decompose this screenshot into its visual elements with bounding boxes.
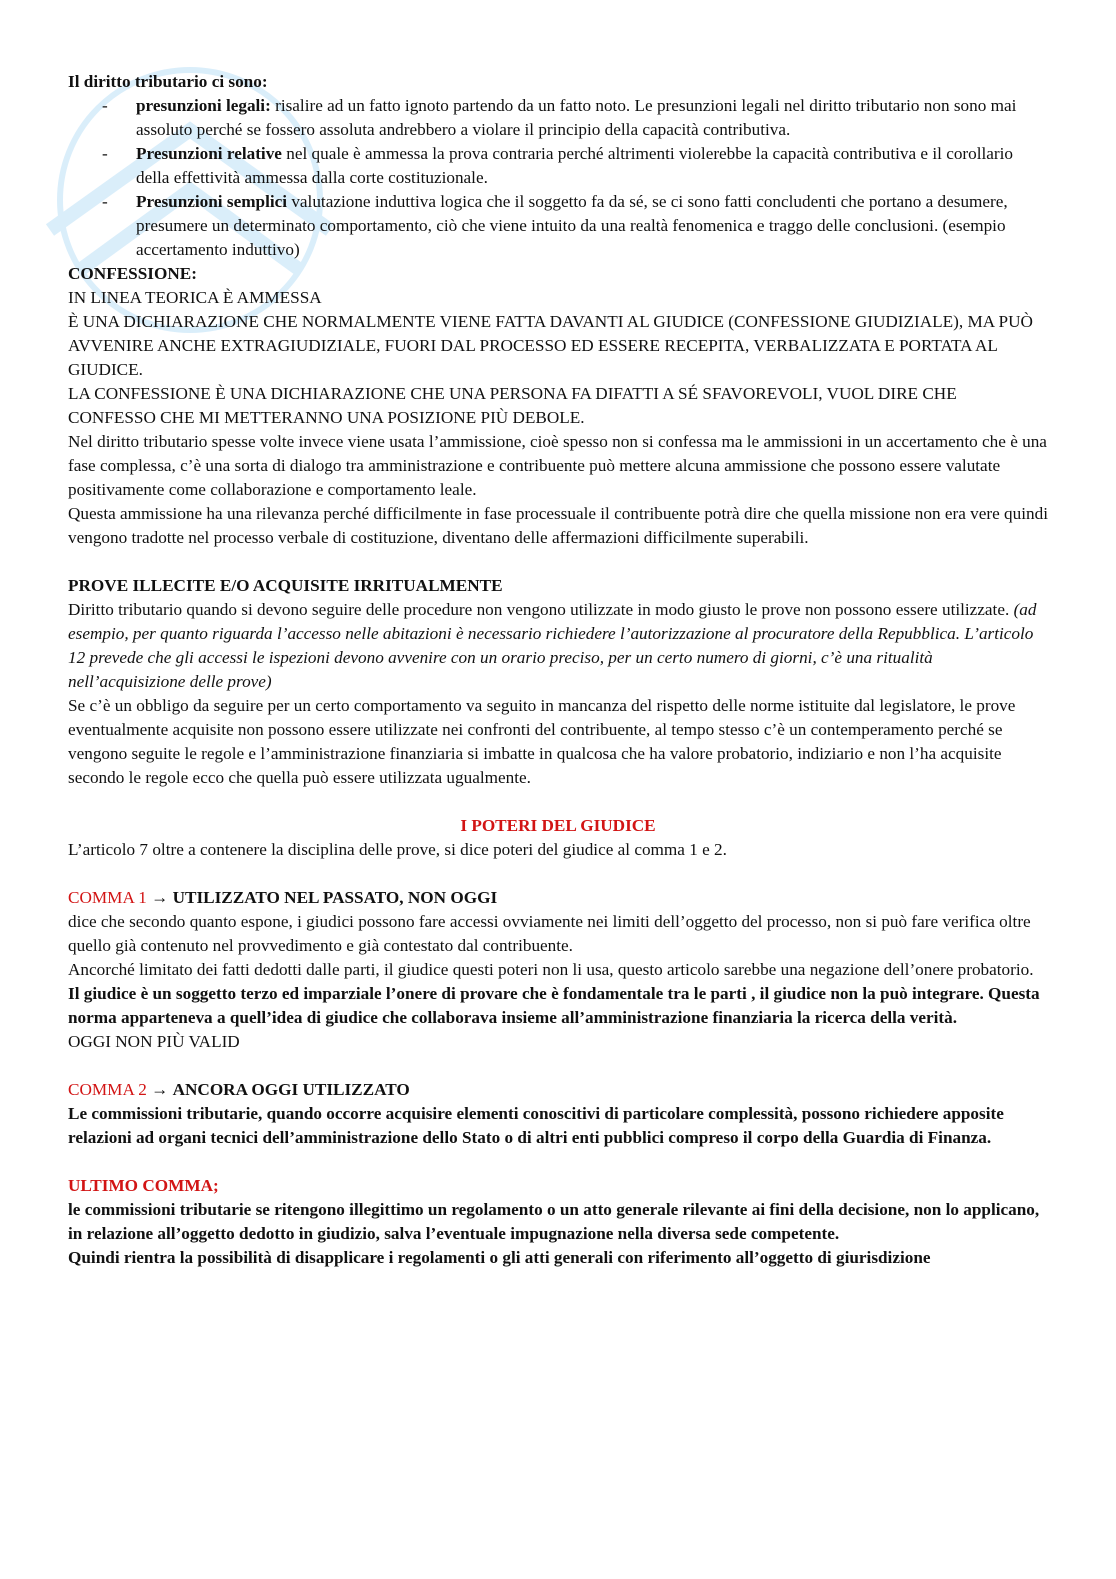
confessione-caps-line: IN LINEA TEORICA È AMMESSA [68,288,322,307]
ultimo-comma-paragraph: le commissioni tributarie se ritengono illegittimo un regolamento o un atto generale rilevante ai fini della decisione, non lo applicano, in relazione all’oggetto dedotto in giudizio, salva l’eventuale impugnazione nella diversa sede competente. [68,1200,1040,1243]
list-item-text: risalire ad un fatto ignoto partendo da un fatto noto. Le presunzioni legali nel diritto tributario non sono mai assoluto perché se fossero assoluta andrebbero a violare il principio della capacità contributiva. [136,96,1017,139]
comma2-heading [68,1078,1048,1102]
prove-paragraph: Se c’è un obbligo da seguire per un certo comportamento va seguito in mancanza del rispetto delle norme istituite dal legislatore, le prove eventualmente acquisite non possono essere utilizzate nei confronti del contribuente, al tempo stesso c’è un contemperamento perché se vengono seguite le regole e l’amministrazione finanziaria si imbatte in qualcosa che ha valore probatorio, indiziario e non l’ha acquisite secondo le regole ecco che quella può essere utilizzata ugualmente. [68,696,1016,787]
confessione-heading: CONFESSIONE: [68,264,197,283]
comma1-paragraph: Ancorché limitato dei fatti dedotti dalle parti, il giudice questi poteri non li usa, questo articolo sarebbe una negazione dell’onere probatorio. [68,960,1034,979]
comma2-bold-paragraph: Le commissioni tributarie, quando occorre acquisire elementi conoscitivi di particolare complessità, possono richiedere apposite relazioni ad organi tecnici dell’amministrazione dello Stato o di altri enti pubblici compreso il corpo della Guardia di Finanza. [68,1104,1004,1147]
list-item-text: nel quale è ammessa la prova contraria perché altrimenti violerebbe la capacità contributiva e il corollario della effettività ammessa dalla corte costituzionale. [136,144,1014,187]
ultimo-comma-heading: ULTIMO COMMA; [68,1176,219,1195]
prove-paragraph [68,598,1048,694]
list-item-text: valutazione induttiva logica che il soggetto fa da sé, se ci sono fatti concludenti che portano a desumere, presumere un determinato comportamento, ciò che viene intuito da una realtà fenomenica e traggo delle conclusioni. (esempio accertamento induttivo) [136,192,1008,259]
comma1-label: COMMA 1 [68,888,147,907]
prove-heading: PROVE ILLECITE E/O ACQUISITE IRRITUALMENTE [68,576,503,595]
list-item [68,190,1048,262]
comma2-title: ANCORA OGGI UTILIZZATO [172,1080,410,1099]
intro-heading: Il diritto tributario ci sono: [68,72,268,91]
presunzioni-list [68,94,1048,262]
list-item-term: Presunzioni relative [136,144,282,163]
poteri-intro: L’articolo 7 oltre a contenere la disciplina delle prove, si dice poteri del giudice al comma 1 e 2. [68,840,727,859]
comma1-heading [68,886,1048,910]
document-content [68,70,1048,1270]
confessione-caps-line: LA CONFESSIONE È UNA DICHIARAZIONE CHE UNA PERSONA FA DIFATTI A SÉ SFAVOREVOLI, VUOL DIRE CHE CONFESSO CHE MI METTERANNO UNA POSIZIONE PIÙ DEBOLE. [68,384,957,427]
list-item [68,142,1048,190]
confessione-paragraph: Questa ammissione ha una rilevanza perché difficilmente in fase processuale il contribuente potrà dire che quella missione non era vere quindi vengono tradotte nel processo verbale di costituzione, diventano delle affermazioni difficilmente superabili. [68,504,1048,547]
comma1-bold-paragraph: Il giudice è un soggetto terzo ed imparziale l’onere di provare che è fondamentale tra le parti , il giudice non la può integrare. Questa norma apparteneva a quell’idea di giudice che collaborava insieme all’amministrazione finanziaria la ricerca della verità. [68,984,1040,1027]
list-item-term: presunzioni legali: [136,96,271,115]
comma1-title: UTILIZZATO NEL PASSATO, NON OGGI [172,888,498,907]
comma1-note: OGGI NON PIÙ VALID [68,1032,240,1051]
comma1-paragraph: dice che secondo quanto espone, i giudici possono fare accessi ovviamente nei limiti dell’oggetto del processo, non si può fare verifica oltre quello già contenuto nel provvedimento e già contestato dal contribuente. [68,912,1031,955]
arrow-right-icon: → [151,1080,169,1099]
confessione-caps-line: È UNA DICHIARAZIONE CHE NORMALMENTE VIENE FATTA DAVANTI AL GIUDICE (CONFESSIONE GIUDIZIALE), MA PUÒ AVVENIRE ANCHE EXTRAGIUDIZIALE, FUORI DAL PROCESSO ED ESSERE RECEPITA, VERBALIZZATA E PORTATA AL GIUDICE. [68,312,1033,379]
prove-example: (ad esempio, per quanto riguarda l’accesso nelle abitazioni è necessario richiedere l’autorizzazione al procuratore della Repubblica. L’articolo 12 prevede che gli accessi le ispezioni devono avvenire con un orario preciso, per un certo numero di giorni, c’è una ritualità nell’acquisizione delle prove) [68,600,1037,691]
confessione-paragraph: Nel diritto tributario spesse volte invece viene usata l’ammissione, cioè spesso non si confessa ma le ammissioni in un accertamento che è una fase complessa, c’è una sorta di dialogo tra amministrazione e contribuente può mettere alcuna ammissione che possono essere valutate positivamente come collaborazione e comportamento leale. [68,432,1047,499]
ultimo-comma-paragraph: Quindi rientra la possibilità di disapplicare i regolamenti o gli atti generali con riferimento all’oggetto di giurisdizione [68,1248,931,1267]
arrow-right-icon: → [151,888,169,907]
list-item-term: Presunzioni semplici [136,192,288,211]
poteri-title: I POTERI DEL GIUDICE [460,816,656,835]
prove-text: Diritto tributario quando si devono seguire delle procedure non vengono utilizzate in modo giusto le prove non possono essere utilizzate. [68,600,1010,619]
list-item [68,94,1048,142]
comma2-label: COMMA 2 [68,1080,147,1099]
